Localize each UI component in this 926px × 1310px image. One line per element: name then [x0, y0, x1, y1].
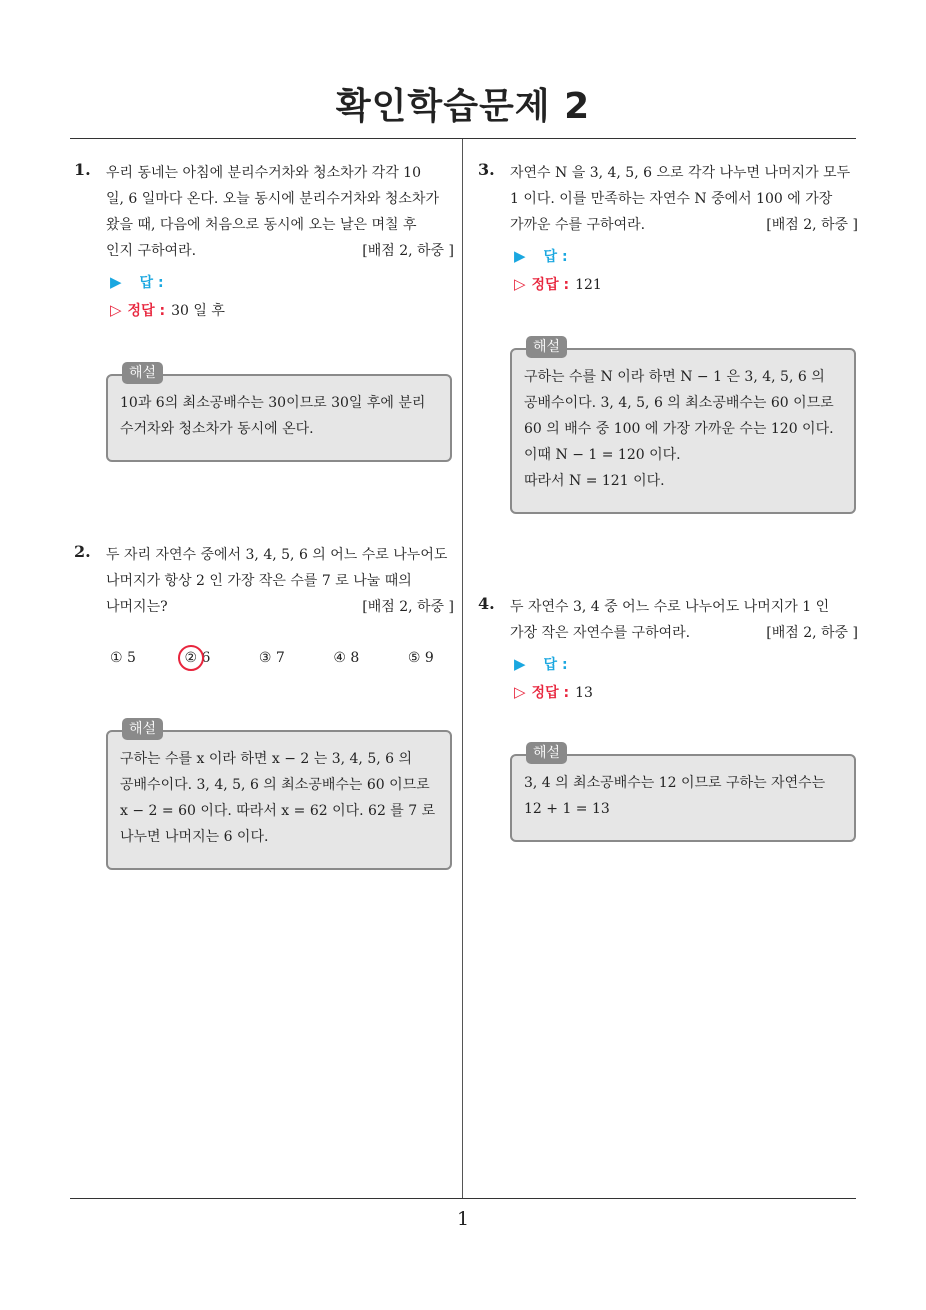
outline-triangle-icon: ▷ [110, 301, 122, 319]
correct-answer-row [514, 682, 593, 702]
correct-answer-row [514, 274, 602, 294]
explanation-line: 10과 6의 최소공배수는 30이므로 30일 후에 분리 [120, 395, 426, 411]
explanation-tag: 해설 [526, 336, 567, 358]
question-3 [478, 160, 858, 516]
outline-triangle-icon: ▷ [514, 275, 526, 293]
explanation-tag: 해설 [122, 362, 163, 384]
explanation-line: 수거차와 청소차가 동시에 온다. [120, 421, 314, 437]
page-title: 확인학습문제 2 [335, 86, 591, 127]
page-number: 1 [456, 1208, 470, 1230]
explanation-box [510, 745, 856, 842]
question-line: 가까운 수를 구하여라. [배점 2, 하중 ] [510, 212, 858, 238]
explanation-line: 나누면 나머지는 6 이다. [120, 829, 269, 845]
correct-label: 정답 : [531, 277, 570, 293]
question-number: 4. [478, 594, 495, 613]
question-line: 가장 작은 자연수를 구하여라. [배점 2, 하중 ] [510, 620, 858, 646]
correct-value: 30 일 후 [171, 303, 225, 319]
bottom-rule [70, 1198, 856, 1199]
correct-value: 13 [575, 685, 593, 701]
question-line: 나머지가 항상 2 인 가장 작은 수를 7 로 나눌 때의 [106, 573, 412, 589]
choice-1[interactable]: ① 5 [110, 650, 136, 666]
question-line: 왔을 때, 다음에 처음으로 동시에 오는 날은 며칠 후 [106, 217, 417, 233]
explanation-line: 공배수이다. 3, 4, 5, 6 의 최소공배수는 60 이므로 [524, 395, 834, 411]
play-icon: ▶ [110, 273, 122, 291]
score-meta: [배점 2, 하중 ] [766, 625, 858, 641]
answer-label: 답 : [543, 657, 568, 673]
question-4 [478, 594, 858, 844]
question-line: 두 자리 자연수 중에서 3, 4, 5, 6 의 어느 수로 나누어도 [106, 547, 448, 563]
answer-label: 답 : [543, 249, 568, 265]
score-meta: [배점 2, 하중 ] [362, 243, 454, 259]
choice-3[interactable]: ③ 7 [258, 650, 285, 666]
choice-5[interactable]: ⑤ 9 [407, 650, 434, 666]
explanation-line: 공배수이다. 3, 4, 5, 6 의 최소공배수는 60 이므로 [120, 777, 430, 793]
question-line: 우리 동네는 아침에 분리수거차와 청소차가 각각 10 [106, 165, 421, 181]
correct-answer-row [110, 300, 225, 320]
question-line: 인지 구하여라. [배점 2, 하중 ] [106, 238, 454, 264]
play-icon: ▶ [514, 247, 526, 265]
choices [110, 650, 478, 666]
explanation-tag: 해설 [526, 742, 567, 764]
answer-row [514, 246, 568, 266]
question-text [510, 594, 858, 646]
explanation-line: x − 2 = 60 이다. 따라서 x = 62 이다. 62 를 7 로 [120, 803, 436, 819]
choice-2-selected[interactable]: ② 6 [184, 650, 254, 666]
score-meta: [배점 2, 하중 ] [766, 217, 858, 233]
play-icon: ▶ [514, 655, 526, 673]
question-text [106, 542, 454, 620]
explanation-line: 따라서 N = 121 이다. [524, 473, 665, 489]
correct-value: 121 [575, 277, 602, 293]
explanation-box [106, 721, 452, 870]
question-line: 두 자연수 3, 4 중 어느 수로 나누어도 나머지가 1 인 [510, 599, 830, 615]
correct-label: 정답 : [531, 685, 570, 701]
correct-label: 정답 : [127, 303, 166, 319]
question-text [106, 160, 454, 264]
answer-row [514, 654, 568, 674]
explanation-box [106, 365, 452, 462]
question-line: 1 이다. 이를 만족하는 자연수 N 중에서 100 에 가장 [510, 191, 833, 207]
column-divider [462, 139, 463, 1199]
answer-row [110, 272, 164, 292]
question-number: 3. [478, 160, 495, 179]
explanation-line: 60 의 배수 중 100 에 가장 가까운 수는 120 이다. [524, 421, 834, 437]
explanation-line: 구하는 수를 x 이라 하면 x − 2 는 3, 4, 5, 6 의 [120, 751, 413, 767]
explanation-box [510, 339, 856, 514]
question-number: 2. [74, 542, 91, 561]
outline-triangle-icon: ▷ [514, 683, 526, 701]
question-2 [74, 542, 454, 872]
choice-4[interactable]: ④ 8 [333, 650, 360, 666]
explanation-tag: 해설 [122, 718, 163, 740]
explanation-line: 구하는 수를 N 이라 하면 N − 1 은 3, 4, 5, 6 의 [524, 369, 825, 385]
explanation-line: 12 + 1 = 13 [524, 801, 610, 817]
answer-label: 답 : [139, 275, 164, 291]
score-meta: [배점 2, 하중 ] [362, 599, 454, 615]
top-rule [70, 138, 856, 139]
explanation-line: 3, 4 의 최소공배수는 12 이므로 구하는 자연수는 [524, 775, 826, 791]
question-line: 일, 6 일마다 온다. 오늘 동시에 분리수거차와 청소차가 [106, 191, 439, 207]
question-number: 1. [74, 160, 91, 179]
question-1 [74, 160, 454, 480]
question-text [510, 160, 858, 238]
question-line: 자연수 N 을 3, 4, 5, 6 으로 각각 나누면 나머지가 모두 [510, 165, 851, 181]
explanation-line: 이때 N − 1 = 120 이다. [524, 447, 681, 463]
question-line: 나머지는? [배점 2, 하중 ] [106, 594, 454, 620]
